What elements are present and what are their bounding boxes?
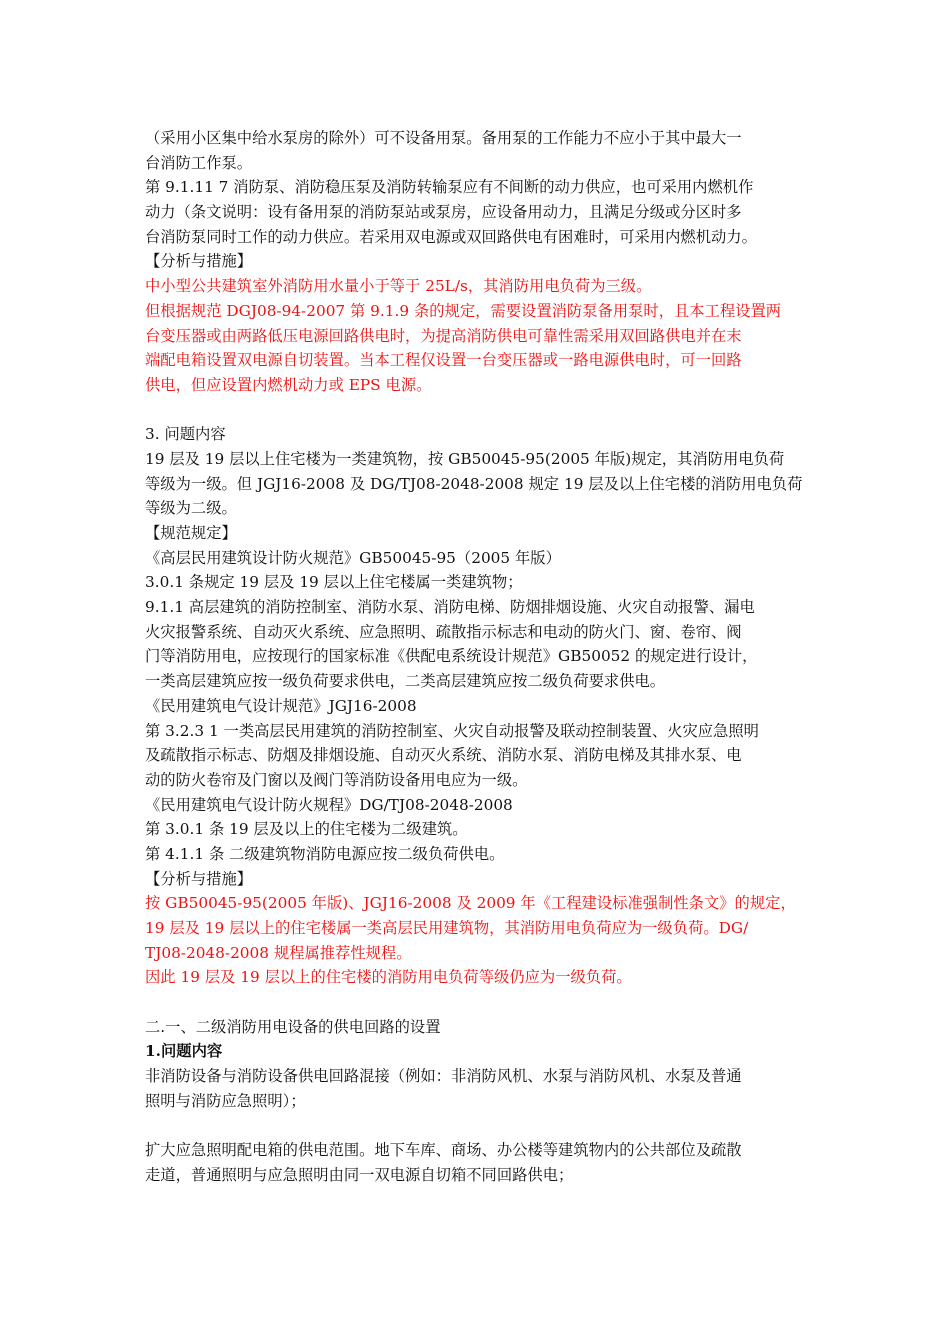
text-line: 19 层及 19 层以上住宅楼为一类建筑物，按 GB50045-95(2005 年版)规定，其消防用电负荷 [145,449,785,468]
text-line: 门等消防用电，应按现行的国家标准《供配电系统设计规范》GB50052 的规定进行设计， [145,647,758,666]
highlighted-text-line: 端配电箱设置双电源自切装置。当本工程仅设置一台变压器或一路电源供电时，可一回路 [145,351,742,370]
text-line: 1.问题内容 [145,1042,223,1061]
highlighted-text-line: 台变压器或由两路低压电源回路供电时，为提高消防供电可靠性需采用双回路供电并在末 [145,326,742,345]
text-line: 等级为二级。 [145,499,237,518]
text-line: 3. 问题内容 [145,425,226,444]
highlighted-text-line: 供电，但应设置内燃机动力或 EPS 电源。 [145,375,432,394]
text-line: 【规范规定】 [145,524,237,542]
text-line: 【分析与措施】 [145,252,253,271]
text-line: 走道，普通照明与应急照明由同一双电源自切箱不同回路供电； [145,1165,574,1184]
text-line: 9.1.1 高层建筑的消防控制室、消防水泵、消防电梯、防烟排烟设施、火灾自动报警、漏电 [145,598,755,617]
text-line: 台消防泵同时工作的动力供应。若采用双电源或双回路供电有困难时，可采用内燃机动力。 [145,227,757,246]
text-line: 照明与消防应急照明）； [145,1091,306,1110]
blank-line [145,1114,822,1139]
highlighted-text-line: 中小型公共建筑室外消防用水量小于等于 25L/s，其消防用电负荷为三级。 [145,277,652,296]
highlighted-text-line: 因此 19 层及 19 层以上的住宅楼的消防用电负荷等级仍应为一级负荷。 [145,968,632,987]
text-line: 《民用建筑电气设计防火规程》DG/TJ08-2048-2008 [145,795,513,814]
highlighted-text-line: 按 GB50045-95(2005 年版)、JGJ16-2008 及 2009 年《工程建设标准强制性条文》的规定， [145,894,796,913]
blank-line [145,398,822,423]
text-line: 及疏散指示标志、防烟及排烟设施、自动灭火系统、消防水泵、消防电梯及其排水泵、电 [145,746,742,765]
text-line: 第 9.1.11 7 消防泵、消防稳压泵及消防转输泵应有不间断的动力供应，也可采用内燃机作 [145,178,754,197]
text-line: 二.一、二级消防用电设备的供电回路的设置 [145,1017,441,1036]
text-line: 扩大应急照明配电箱的供电范围。地下车库、商场、办公楼等建筑物内的公共部位及疏散 [145,1141,742,1160]
text-line: 非消防设备与消防设备供电回路混接（例如：非消防风机、水泵与消防风机、水泵及普通 [145,1067,742,1086]
highlighted-text-line: TJ08-2048-2008 规程属推荐性规程。 [145,943,412,962]
text-line: （采用小区集中给水泵房的除外）可不设备用泵。备用泵的工作能力不应小于其中最大一 [145,129,742,147]
text-line: 3.0.1 条规定 19 层及 19 层以上住宅楼属一类建筑物； [145,573,523,592]
text-line: 台消防工作泵。 [145,153,253,172]
text-line: 第 4.1.1 条 二级建筑物消防电源应按二级负荷供电。 [145,844,505,863]
text-line: 火灾报警系统、自动灭火系统、应急照明、疏散指示标志和电动的防火门、窗、卷帘、阀 [145,622,742,641]
text-line: 《民用建筑电气设计规范》JGJ16-2008 [145,696,417,715]
highlighted-text-line: 19 层及 19 层以上的住宅楼属一类高层民用建筑物，其消防用电负荷应为一级负荷。DG/ [145,919,749,937]
text-line: 【分析与措施】 [145,869,253,888]
blank-line [145,990,822,1015]
text-line: 等级为一级。但 JGJ16-2008 及 DG/TJ08-2048-2008 规定 19 层及以上住宅楼的消防用电负荷 [145,474,803,493]
text-line: 第 3.0.1 条 19 层及以上的住宅楼为二级建筑。 [145,820,468,839]
text-line: 第 3.2.3 1 一类高层民用建筑的消防控制室、火灾自动报警及联动控制装置、火灾应急照明 [145,721,759,740]
highlighted-text-line: 但根据规范 DGJ08-94-2007 第 9.1.9 条的规定，需要设置消防泵备用泵时，且本工程设置两 [145,301,782,320]
text-line: 《高层民用建筑设计防火规范》GB50045-95（2005 年版） [145,548,561,567]
text-line: 动力（条文说明：设有备用泵的消防泵站或泵房，应设备用动力，且满足分级或分区时多 [145,203,742,222]
text-line: 动的防火卷帘及门窗以及阀门等消防设备用电应为一级。 [145,770,528,789]
text-line: 一类高层建筑应按一级负荷要求供电，二类高层建筑应按二级负荷要求供电。 [145,672,666,691]
